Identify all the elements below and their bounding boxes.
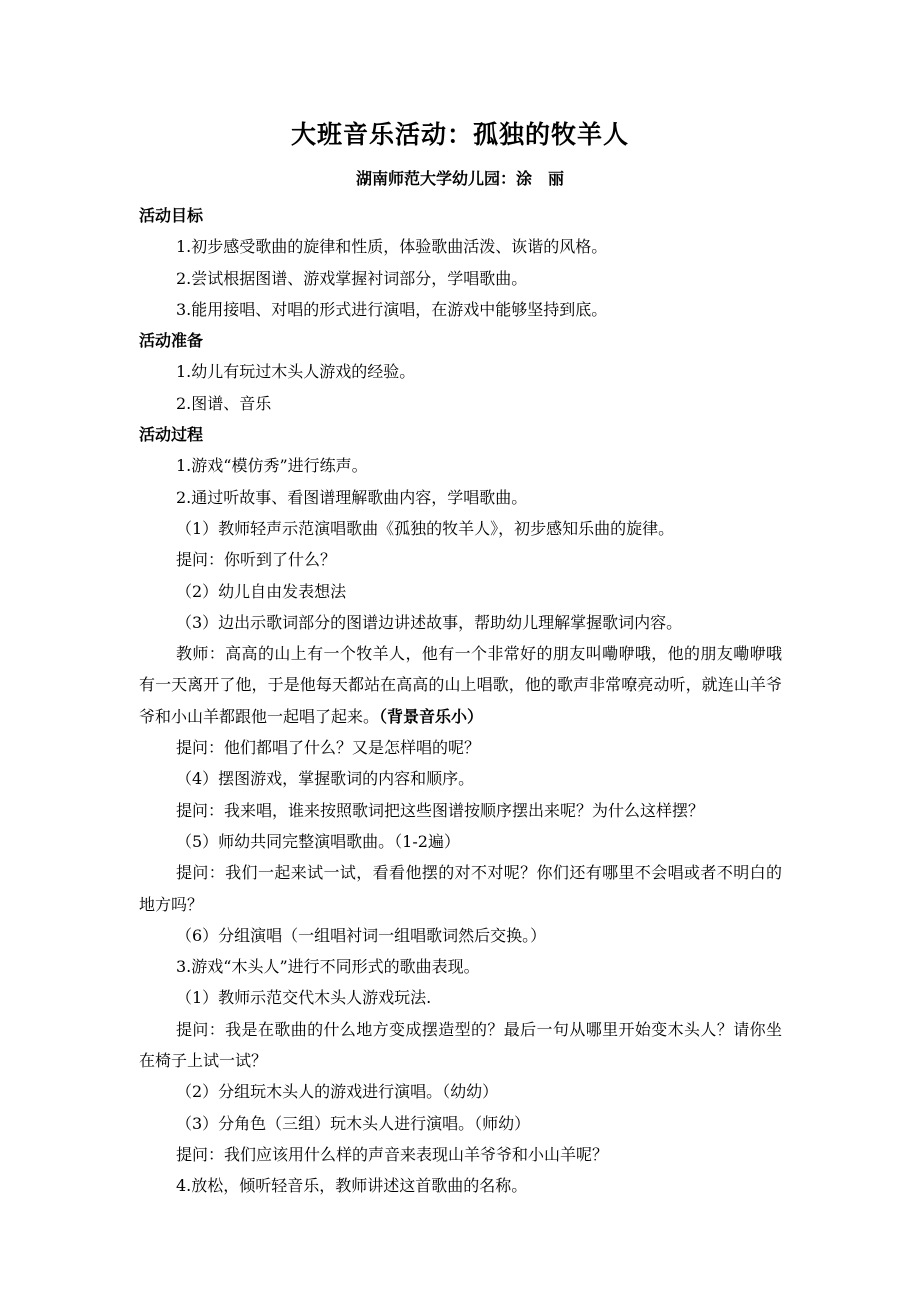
process-substep: （6）分组演唱（一组唱衬词一组唱歌词然后交换。）: [176, 925, 547, 945]
prep-item: 1.幼儿有玩过木头人游戏的经验。: [176, 362, 416, 382]
story-text: 教师：高高的山上有一个牧羊人，他有一个非常好的朋友叫嘞咿哦，他的朋友嘞咿哦有一天离开了他，于是他每天都站在高高的山上唱歌，他的歌声非常嘹亮动听，就连山羊爷爷和小山羊都跟他一起唱了起来。: [139, 644, 782, 726]
story-paragraph: [139, 638, 782, 732]
process-step: 3.游戏“木头人”进行不同形式的歌曲表现。: [176, 957, 480, 977]
page-title: 大班音乐活动：孤独的牧羊人: [290, 120, 629, 149]
process-question: 提问：他们都唱了什么？又是怎样唱的呢？: [176, 738, 481, 758]
process-substep: （3）分角色（三组）玩木头人进行演唱。（师幼）: [176, 1113, 531, 1133]
process-substep: （1）教师轻声示范演唱歌曲《孤独的牧羊人》，初步感知乐曲的旋律。: [176, 518, 675, 538]
section-heading-prep: 活动准备: [139, 331, 204, 351]
process-substep: （2）幼儿自由发表想法: [176, 581, 347, 601]
process-question: 提问：你听到了什么？: [176, 550, 337, 570]
section-heading-goals: 活动目标: [139, 206, 204, 225]
process-substep: （2）分组玩木头人的游戏进行演唱。（幼幼）: [176, 1082, 499, 1102]
process-question: 提问：我来唱，谁来按照歌词把这些图谱按顺序摆出来呢？为什么这样摆？: [176, 800, 705, 820]
document-body: [139, 200, 782, 1202]
prep-item: 2.图谱、音乐: [176, 393, 272, 413]
process-question: 提问：我是在歌曲的什么地方变成摆造型的？最后一句从哪里开始变木头人？请你坐在椅子上试一试？: [139, 1019, 782, 1071]
process-substep: （4）摆图游戏，掌握歌词的内容和顺序。: [176, 769, 475, 789]
story-bold-note: （背景音乐小）: [379, 706, 484, 726]
goal-item: 1.初步感受歌曲的旋律和性质，体验歌曲活泼、诙谐的风格。: [176, 237, 608, 257]
section-heading-process: 活动过程: [139, 425, 204, 445]
process-question: 提问：我们应该用什么样的声音来表现山羊爷爷和小山羊呢？: [176, 1144, 609, 1164]
goal-item: 2.尝试根据图谱、游戏掌握衬词部分，学唱歌曲。: [176, 268, 528, 288]
process-step: 1.游戏“模仿秀”进行练声。: [176, 456, 368, 476]
goal-item: 3.能用接唱、对唱的形式进行演唱，在游戏中能够坚持到底。: [176, 299, 608, 319]
process-substep: （1）教师示范交代木头人游戏玩法.: [176, 988, 432, 1008]
process-step: 2.通过听故事、看图谱理解歌曲内容，学唱歌曲。: [176, 487, 528, 507]
process-question: 提问：我们一起来试一试，看看他摆的对不对呢？你们还有哪里不会唱或者不明白的地方吗？: [139, 863, 782, 914]
process-substep: （5）师幼共同完整演唱歌曲。（1-2遍）: [176, 831, 460, 851]
process-substep: （3）边出示歌词部分的图谱边讲述故事，帮助幼儿理解掌握歌词内容。: [176, 612, 683, 632]
author-line: 湖南师范大学幼儿园：涂 丽: [355, 169, 564, 188]
process-step: 4.放松，倾听轻音乐，教师讲述这首歌曲的名称。: [176, 1176, 528, 1196]
